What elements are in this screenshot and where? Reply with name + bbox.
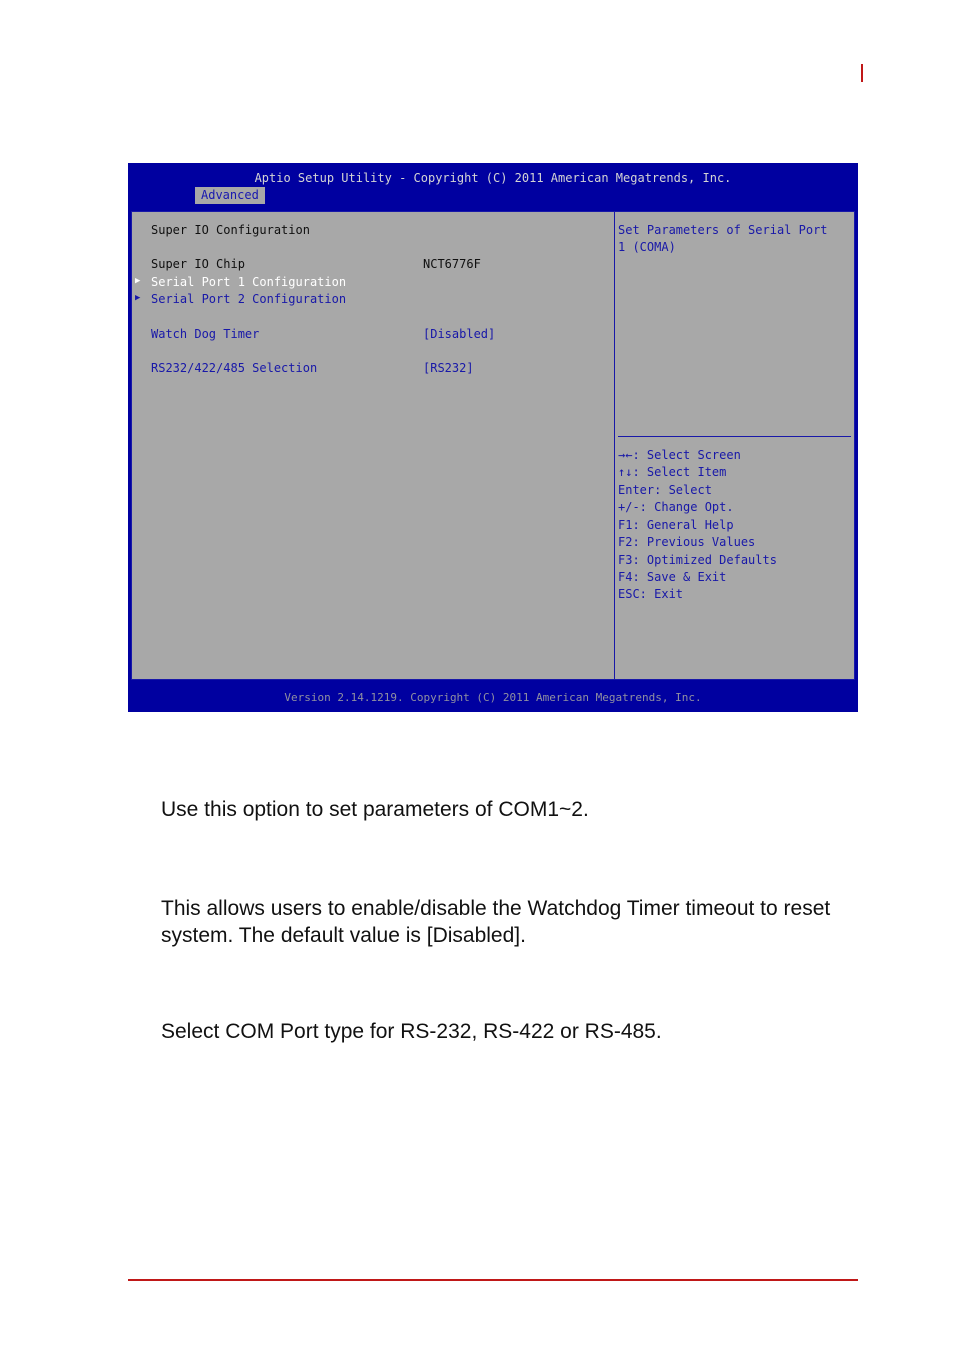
key-hint: Enter: Select [618,483,712,497]
help-text-line-2: 1 (COMA) [618,240,676,254]
rs-selection-description: Select COM Port type for RS-232, RS-422 or RS-485. [161,1020,662,1043]
key-hint: ↑↓: Select Item [618,465,727,479]
rs-selection-label[interactable]: RS232/422/485 Selection [151,361,318,375]
key-hint: →←: Select Screen [618,448,741,462]
key-hint: F3: Optimized Defaults [618,553,777,567]
key-hint: ESC: Exit [618,587,684,601]
watchdog-timer-value[interactable]: [Disabled] [423,327,496,341]
serial-port-1-item[interactable]: Serial Port 1 Configuration [151,275,347,289]
rs-selection-value[interactable]: [RS232] [423,361,474,375]
watchdog-description: This allows users to enable/disable the Watchdog Timer timeout to reset system. The default value is [Disabled]. [161,897,831,947]
help-text-line-1: Set Parameters of Serial Port [618,223,828,237]
bios-body [131,211,855,680]
submenu-arrow-icon: ▶ [135,276,141,286]
key-hint: +/-: Change Opt. [618,500,734,514]
help-divider [618,436,851,437]
serial-port-2-item[interactable]: Serial Port 2 Configuration [151,292,347,306]
bios-screenshot [128,163,858,712]
footer-rule [128,1279,858,1281]
page-marker [861,64,863,82]
key-hint: F4: Save & Exit [618,570,727,584]
key-hint: F2: Previous Values [618,535,756,549]
super-io-chip-value: NCT6776F [423,257,481,271]
super-io-chip-label: Super IO Chip [151,257,245,271]
submenu-arrow-icon: ▶ [135,293,141,303]
key-hint: F1: General Help [618,518,734,532]
serial-port-description: Use this option to set parameters of COM1~2. [161,798,589,821]
bios-title: Aptio Setup Utility - Copyright (C) 2011 American Megatrends, Inc. [254,171,732,185]
section-heading: Super IO Configuration [151,223,310,237]
watchdog-timer-label[interactable]: Watch Dog Timer [151,327,260,341]
help-panel [614,211,855,680]
tab-advanced[interactable]: Advanced [195,187,265,204]
bios-footer: Version 2.14.1219. Copyright (C) 2011 American Megatrends, Inc. [284,691,702,704]
settings-panel [131,211,614,680]
